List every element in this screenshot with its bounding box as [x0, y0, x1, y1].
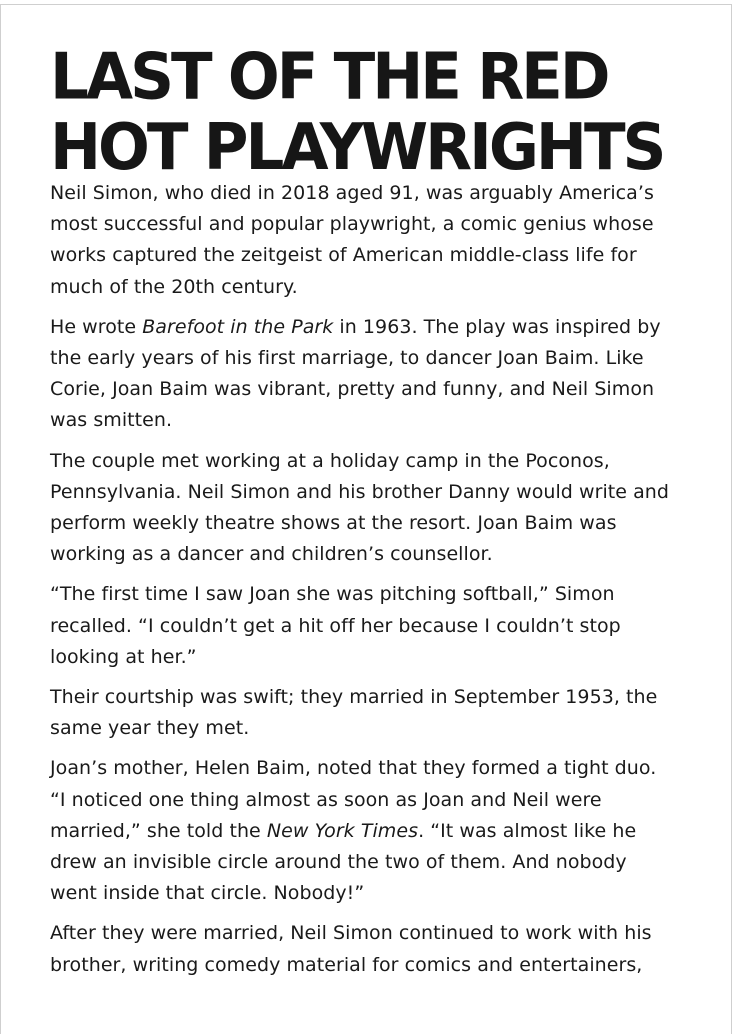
- article-paragraph: [50, 918, 675, 980]
- article-paragraph: [50, 446, 675, 571]
- article-paragraph: [50, 682, 675, 744]
- article-paragraph: [50, 312, 675, 437]
- article-body: [50, 178, 675, 981]
- italic-title-text: Barefoot in the Park: [142, 315, 334, 338]
- italic-title-text: New York Times: [266, 819, 419, 842]
- paragraph-text: Joan’s mother, Helen Baim, noted that they formed a tight duo. “I noticed one thing almost as soon as Joan and Neil were married,” she told the: [50, 757, 657, 842]
- article-paragraph: [50, 178, 675, 303]
- paragraph-text: After they were married, Neil Simon continued to work with his brother, writing comedy material for comics and entertainers,: [50, 922, 652, 976]
- paragraph-text: “The first time I saw Joan she was pitching softball,” Simon recalled. “I couldn’t get a hit off her because I couldn’t stop looking at her.”: [50, 583, 621, 668]
- paragraph-text: He wrote: [50, 315, 143, 338]
- paragraph-text: Their courtship was swift; they married in September 1953, the same year they met.: [50, 686, 658, 740]
- paragraph-text: Neil Simon, who died in 2018 aged 91, was arguably America’s most successful and popular playwright, a comic genius whose works captured the zeitgeist of American middle-class life for much of the 20th century.: [50, 182, 654, 298]
- paragraph-text: in 1963. The play was inspired by the early years of his first marriage, to dancer Joan Baim. Like Corie, Joan Baim was vibrant, pretty and funny, and Neil Simon was smitten.: [50, 315, 661, 432]
- article-paragraph: [50, 579, 675, 673]
- paragraph-text: The couple met working at a holiday camp in the Poconos, Pennsylvania. Neil Simon and his brother Danny would write and perform weekly theatre shows at the resort. Joan Baim was working as a dancer and children’s counsellor.: [50, 449, 669, 566]
- article-headline: LAST OF THE RED HOT PLAYWRIGHTS: [50, 39, 664, 185]
- paragraph-text: . “It was almost like he drew an invisible circle around the two of them. And nobody went inside that circle. Nobody!”: [50, 819, 637, 905]
- article-paragraph: [50, 753, 675, 909]
- article: [50, 39, 675, 990]
